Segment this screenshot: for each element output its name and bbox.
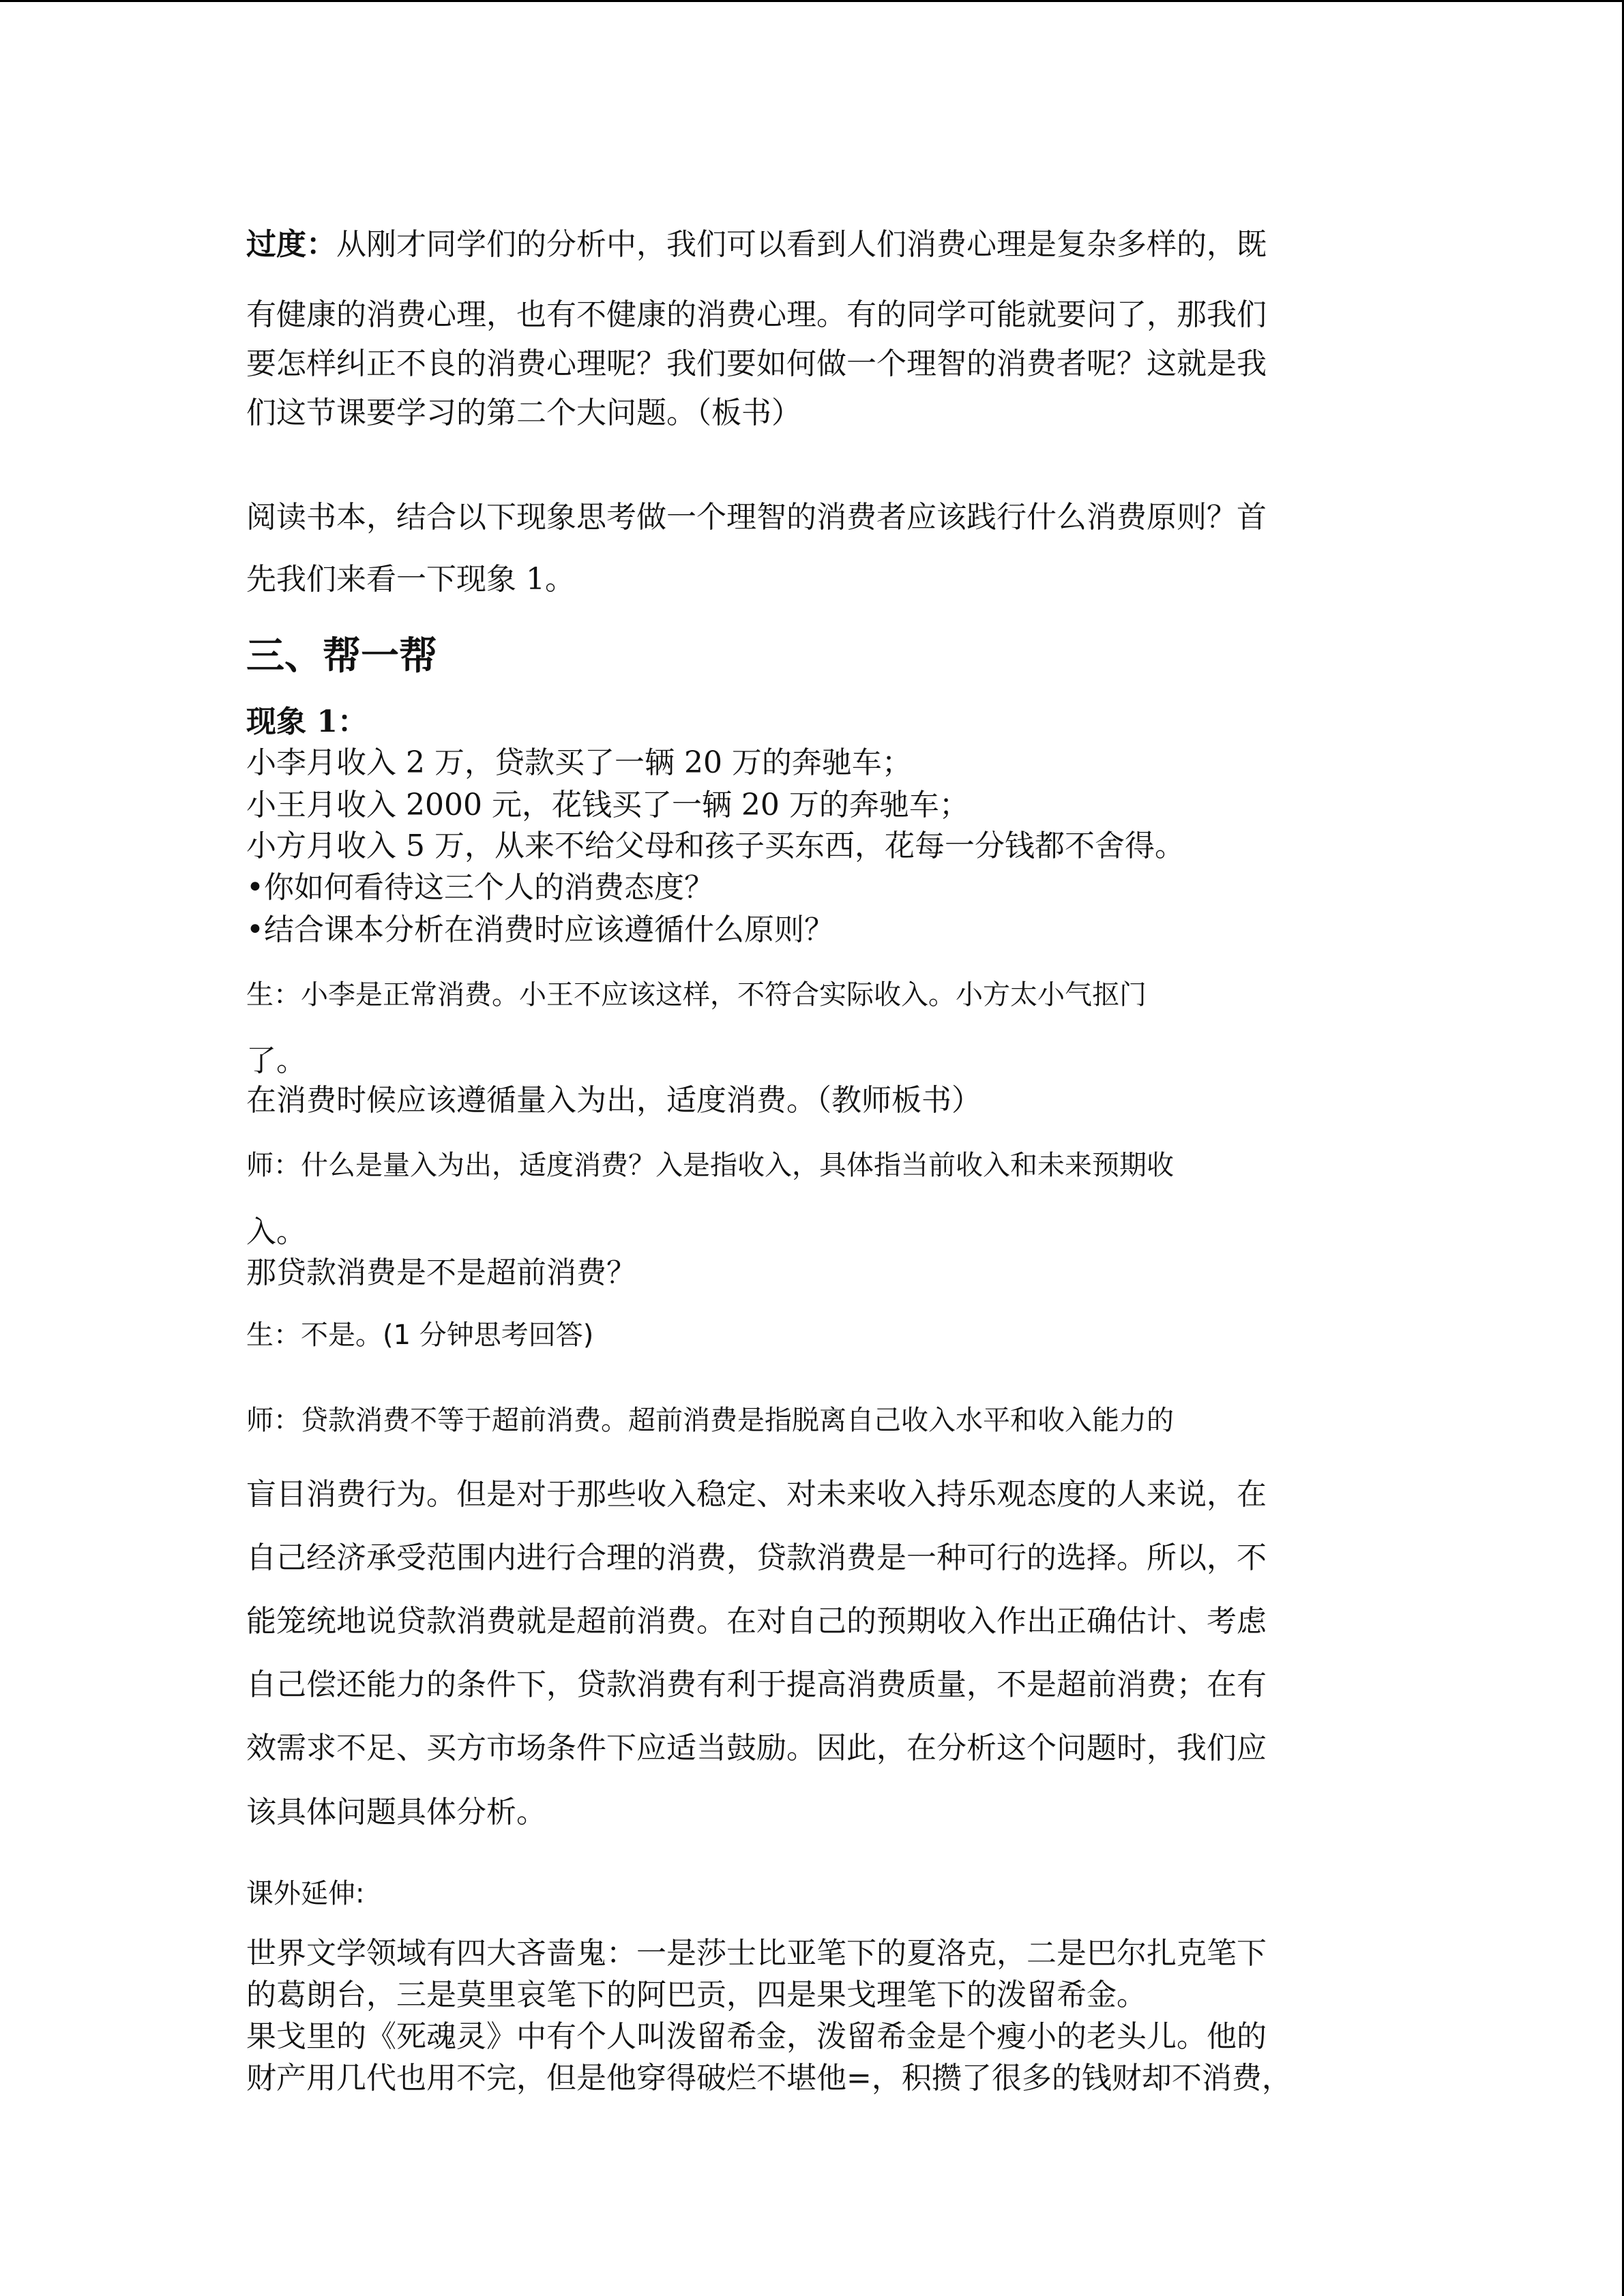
reading-line-1: 阅读书本，结合以下现象思考做一个理智的消费者应该践行什么消费原则？首 — [246, 500, 1267, 535]
phenomenon-question-2: •结合课本分析在消费时应该遵循什么原则？ — [246, 912, 834, 947]
teacher-answer-2-line-1: 师：贷款消费不等于超前消费。超前消费是指脱离自己收入水平和收入能力的 — [246, 1405, 1174, 1436]
teacher-answer-2-line-3: 自己经济承受范围内进行合理的消费，贷款消费是一种可行的选择。所以，不 — [246, 1540, 1267, 1575]
teacher-answer-1-line-2: 入。 — [246, 1214, 306, 1249]
extension-title: 课外延伸: — [246, 1878, 365, 1909]
phenomenon-line-2: 小王月收入 2000 元，花钱买了一辆 20 万的奔驰车； — [246, 788, 969, 822]
phenomenon-line-3: 小方月收入 5 万，从来不给父母和孩子买东西，花每一分钱都不舍得。 — [246, 829, 1185, 863]
student-answer-1-line-1: 生：小李是正常消费。小王不应该这样，不符合实际收入。小方太小气抠门 — [246, 979, 1147, 1011]
teacher-answer-2-line-7: 该具体问题具体分析。 — [246, 1795, 546, 1830]
student-answer-1-line-2: 了。 — [246, 1043, 306, 1078]
phenomenon-title: 现象 1： — [246, 704, 368, 739]
section-heading: 三、帮一帮 — [246, 633, 437, 679]
extension-line-4: 财产用几代也用不完，但是他穿得破烂不堪他=，积攒了很多的钱财却不消费， — [246, 2061, 1292, 2096]
phenomenon-question-1: •你如何看待这三个人的消费态度？ — [246, 870, 714, 905]
extension-line-1: 世界文学领域有四大吝啬鬼：一是莎士比亚笔下的夏洛克，二是巴尔扎克笔下 — [246, 1936, 1267, 1971]
transition-line-3: 要怎样纠正不良的消费心理呢？我们要如何做一个理智的消费者呢？这就是我 — [246, 346, 1267, 381]
extension-line-3: 果戈里的《死魂灵》中有个人叫泼留希金，泼留希金是个瘦小的老头儿。他的 — [246, 2019, 1267, 2054]
teacher-answer-1-line-1: 师：什么是量入为出，适度消费？入是指收入，具体指当前收入和未来预期收 — [246, 1150, 1174, 1181]
teacher-answer-1-followup: 那贷款消费是不是超前消费？ — [246, 1255, 636, 1290]
transition-line-2: 有健康的消费心理，也有不健康的消费心理。有的同学可能就要问了，那我们 — [246, 297, 1267, 332]
student-answer-2: 生：不是。(1 分钟思考回答) — [246, 1320, 594, 1351]
transition-line-1 — [246, 227, 1267, 262]
transition-text: 从刚才同学们的分析中，我们可以看到人们消费心理是复杂多样的，既 — [336, 227, 1267, 262]
extension-line-2: 的葛朗台，三是莫里哀笔下的阿巴贡，四是果戈理笔下的泼留希金。 — [246, 1978, 1147, 2012]
teacher-answer-2-line-2: 盲目消费行为。但是对于那些收入稳定、对未来收入持乐观态度的人来说，在 — [246, 1477, 1267, 1512]
student-answer-1-followup: 在消费时候应该遵循量入为出，适度消费。（教师板书） — [246, 1083, 981, 1118]
transition-line-4: 们这节课要学习的第二个大问题。（板书） — [246, 396, 801, 430]
transition-label: 过度： — [246, 227, 336, 262]
reading-line-2: 先我们来看一下现象 1。 — [246, 562, 575, 597]
phenomenon-line-1: 小李月收入 2 万，贷款买了一辆 20 万的奔驰车； — [246, 745, 912, 780]
teacher-answer-2-line-4: 能笼统地说贷款消费就是超前消费。在对自己的预期收入作出正确估计、考虑 — [246, 1604, 1267, 1639]
teacher-answer-2-line-5: 自己偿还能力的条件下，贷款消费有利于提高消费质量，不是超前消费；在有 — [246, 1667, 1267, 1702]
teacher-answer-2-line-6: 效需求不足、买方市场条件下应适当鼓励。因此，在分析这个问题时，我们应 — [246, 1731, 1267, 1765]
